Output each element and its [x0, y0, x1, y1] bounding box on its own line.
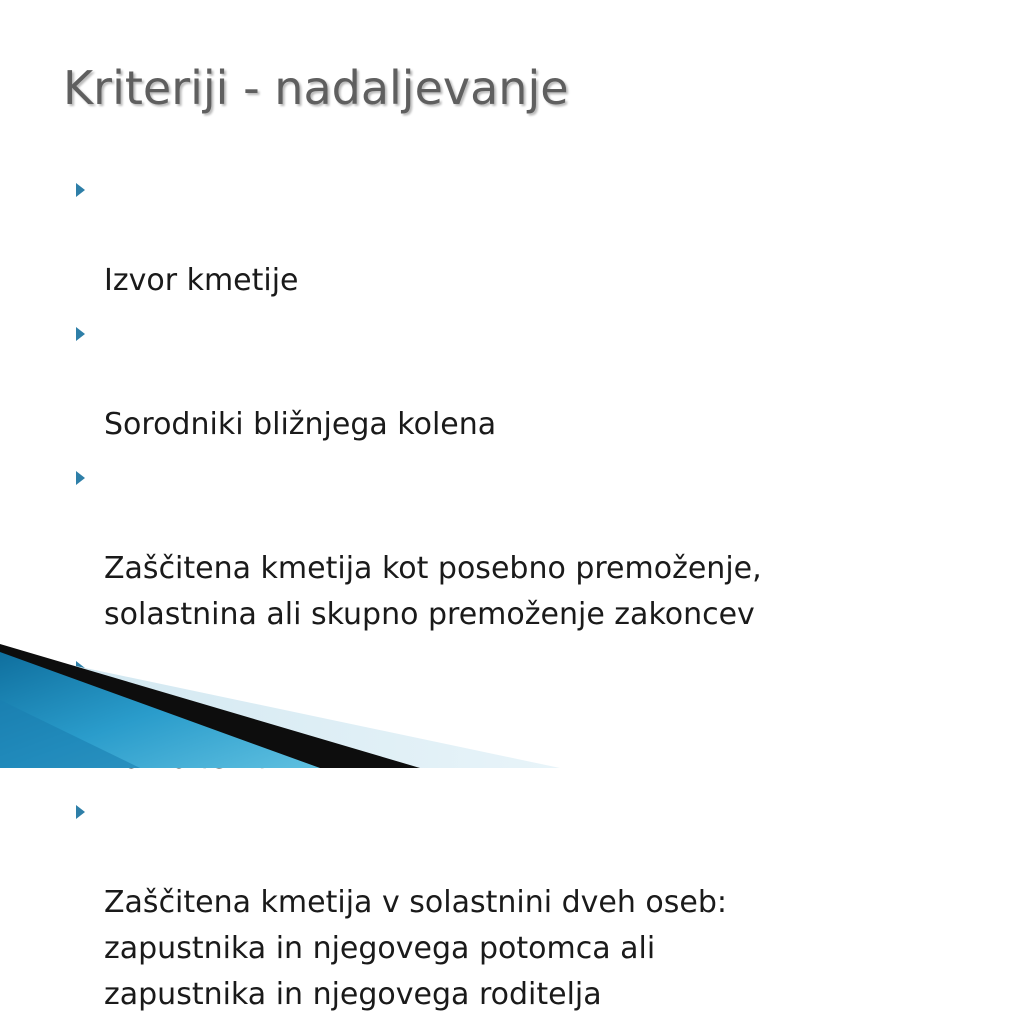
slide-title: Kriteriji - nadaljevanje — [63, 61, 569, 115]
bullet-item — [72, 788, 1002, 1018]
bullet-text: Sorodniki bližnjega kolena — [104, 407, 497, 442]
bullet-arrow-icon — [76, 805, 85, 819]
bullet-text: Zaščitena kmetija v solastnini dveh oseb: zapustnika in njegovega potomca ali zapustnika in njegovega roditelja — [104, 885, 727, 1012]
bullet-item — [72, 310, 1002, 448]
bullet-arrow-icon — [76, 183, 85, 197]
bullet-text: Zaščitena kmetija kot posebno premoženje, solastnina ali skupno premoženje zakoncev — [104, 551, 762, 632]
bullet-arrow-icon — [76, 327, 85, 341]
bullet-text: Izvor kmetije — [104, 263, 299, 298]
bullet-arrow-icon — [76, 471, 85, 485]
bullet-list — [72, 166, 1002, 1024]
bullet-item — [72, 454, 1002, 638]
bullet-item — [72, 166, 1002, 304]
corner-decoration — [0, 640, 1024, 768]
